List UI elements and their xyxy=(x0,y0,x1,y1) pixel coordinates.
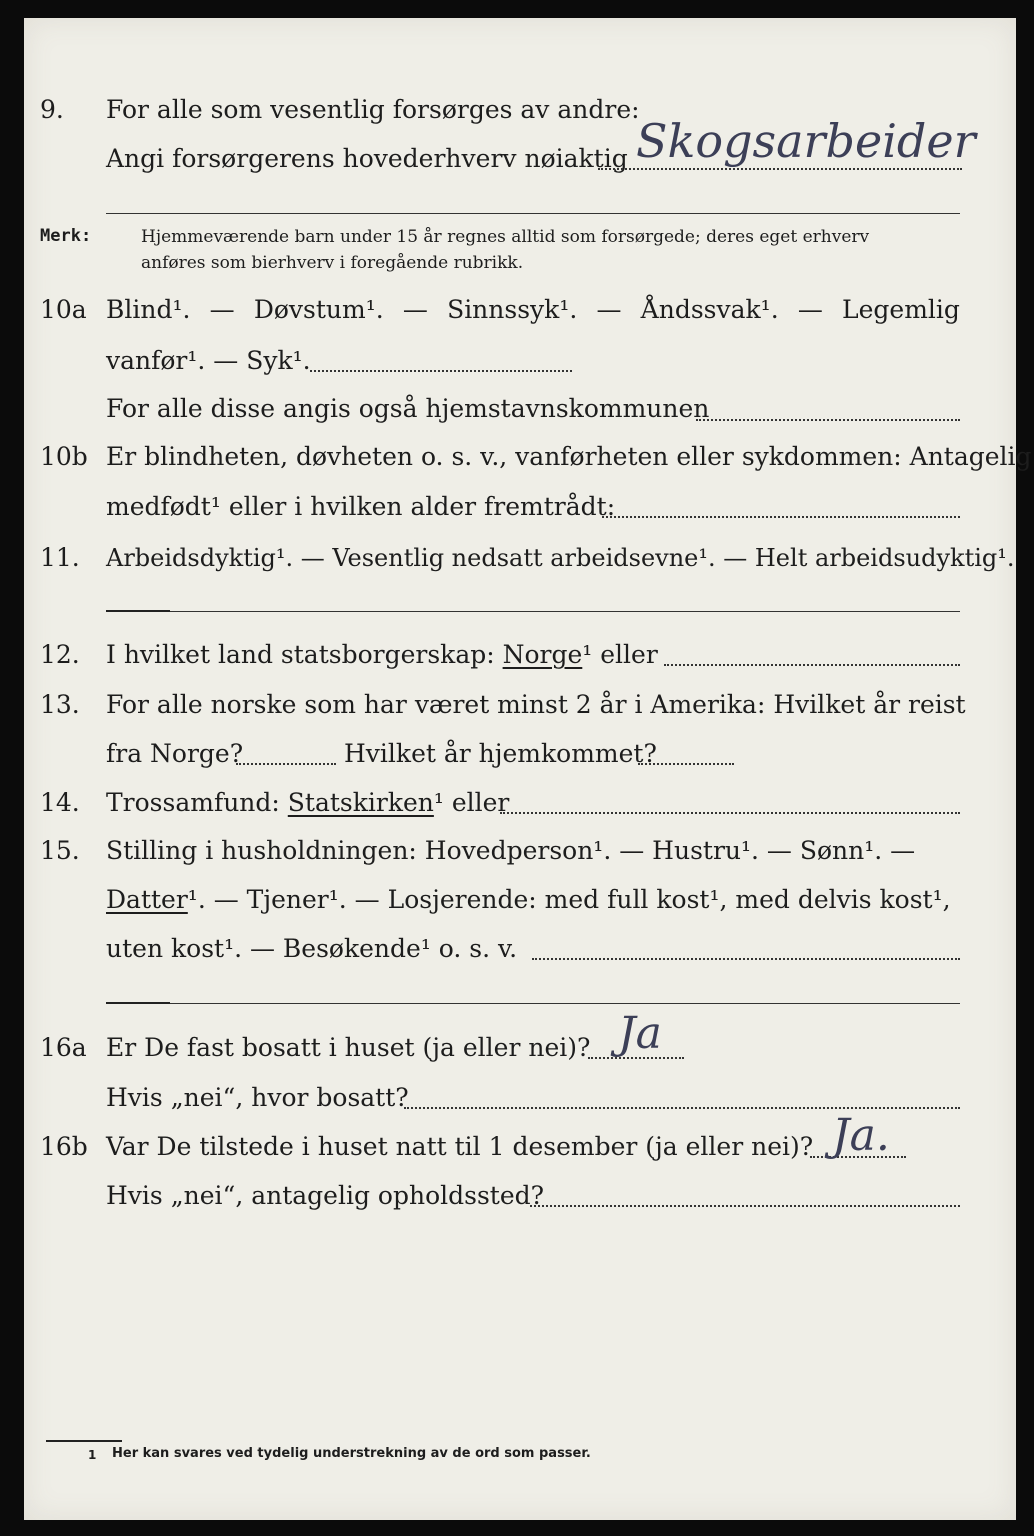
q10a-line2 xyxy=(24,341,1016,381)
q16a-line1-text: Er De fast bosatt i huset (ja eller nei)? xyxy=(106,1033,591,1062)
q16b-line2-text: Hvis „nei“, antagelig opholdssted? xyxy=(106,1181,545,1210)
q16b-line1-text: Var De tilstede i huset natt til 1 desember (ja eller nei)? xyxy=(106,1132,814,1161)
q10a-syk-line xyxy=(310,370,572,372)
q15-line2-rest: ¹. — Tjener¹. — Losjerende: med full kost¹, med delvis kost¹, xyxy=(187,885,951,914)
q9-answer-handwritten: Skogsarbeider xyxy=(636,114,976,168)
q13-line2 xyxy=(24,734,1016,774)
q10a-dash: — xyxy=(596,295,622,324)
q9-question: For alle som vesentlig forsørges av andre: xyxy=(106,95,640,124)
q16a-line2-text: Hvis „nei“, hvor bosatt? xyxy=(106,1083,409,1112)
q10a-line2-text: vanfør¹. — Syk¹. xyxy=(106,346,311,375)
q16a-line1 xyxy=(24,1028,1016,1068)
q11-short-rule xyxy=(106,610,170,612)
footnote-text: Her kan svares ved tydelig understrekning av de ord som passer. xyxy=(112,1446,591,1461)
q10a-number: 10a xyxy=(40,295,87,324)
q10a-opt-blind: Blind¹. xyxy=(106,295,191,324)
q10a-opt-legemlig: Legemlig xyxy=(842,295,960,324)
q16a-number: 16a xyxy=(40,1033,87,1062)
q10a-line1 xyxy=(24,290,1016,330)
q13-line1-text: For alle norske som har været minst 2 år i Amerika: Hvilket år reist xyxy=(106,690,966,719)
q13-reist: fra Norge? xyxy=(106,739,244,768)
q11-number: 11. xyxy=(40,543,80,572)
q10b-line1 xyxy=(24,437,1032,477)
footnote-mark: 1 xyxy=(88,1448,97,1462)
q14-line xyxy=(24,783,1016,823)
q16b-answer-handwritten: Ja. xyxy=(832,1110,890,1161)
q10a-line3 xyxy=(24,389,1016,429)
footnote-rule xyxy=(46,1440,122,1442)
q15-line1-text: Stilling i husholdningen: Hovedperson¹. — Hustru¹. — Sønn¹. — xyxy=(106,836,916,865)
q15-short-rule xyxy=(106,1002,170,1004)
merk-text-2: anføres som bierhverv i foregående rubrikk. xyxy=(141,253,524,273)
q10a-dash: — xyxy=(402,295,428,324)
q11-line1 xyxy=(24,538,1016,578)
q13-number: 13. xyxy=(40,690,80,719)
q14-number: 14. xyxy=(40,788,80,817)
q12-line xyxy=(24,635,1016,675)
q10a-kommune-line xyxy=(696,419,960,421)
q15-line3-text: uten kost¹. — Besøkende¹ o. s. v. xyxy=(106,934,518,963)
q15-answer-line xyxy=(532,958,960,960)
q16b-opholdssted-line xyxy=(530,1205,960,1207)
q13-hjemkommet-line xyxy=(638,763,734,765)
merk-text-1-content: Hjemmeværende barn under 15 år regnes alltid som forsørgede; deres eget erhverv xyxy=(141,227,870,247)
q9-answer-line xyxy=(598,168,962,170)
q10b-line2 xyxy=(24,487,1016,527)
q14-suffix: ¹ eller xyxy=(433,788,510,817)
q12-suffix: ¹ eller xyxy=(582,640,658,669)
q15-line2 xyxy=(24,880,1016,920)
q14-answer-line xyxy=(500,812,960,814)
q9-number: 9. xyxy=(40,95,64,124)
q14-option-statskirken: Statskirken xyxy=(287,788,434,817)
q10b-number: 10b xyxy=(40,442,88,471)
q10b-line2-text: medfødt¹ eller i hvilken alder fremtrådt: xyxy=(106,492,616,521)
q12-answer-line xyxy=(664,664,960,666)
q12-prefix: I hvilket land statsborgerskap: xyxy=(106,640,495,669)
q10a-opt-sinnssyk: Sinnssyk¹. xyxy=(447,295,578,324)
q14-question xyxy=(106,783,509,823)
q16a-answer-handwritten: Ja xyxy=(618,1008,662,1059)
q10b-line1-text: Er blindheten, døvheten o. s. v., vanførheten eller sykdommen: Antagelig xyxy=(106,442,1032,471)
q9-question-2: Angi forsørgerens hovederhverv nøiaktig xyxy=(106,144,628,173)
q12-option-norge: Norge xyxy=(502,640,583,669)
q10a-opt-dovstum: Døvstum¹. xyxy=(253,295,384,324)
q16b-number: 16b xyxy=(40,1132,88,1161)
q15-divider xyxy=(170,1003,960,1004)
q12-number: 12. xyxy=(40,640,80,669)
q15-line3 xyxy=(24,929,1016,969)
q15-line1 xyxy=(24,831,1016,871)
q9-divider xyxy=(106,213,960,214)
q15-option-datter: Datter xyxy=(106,885,188,914)
q16a-bosatt-line xyxy=(404,1107,960,1109)
q12-question xyxy=(106,635,658,675)
merk-label: Merk: xyxy=(40,226,92,246)
q15-number: 15. xyxy=(40,836,80,865)
merk-text-1 xyxy=(141,224,961,250)
q13-hjemkommet: Hvilket år hjemkommet? xyxy=(344,739,657,768)
q10a-dash: — xyxy=(797,295,823,324)
q16b-line2 xyxy=(24,1176,1016,1216)
q13-line1 xyxy=(24,685,1016,725)
q11-options: Arbeidsdyktig¹. — Vesentlig nedsatt arbeidsevne¹. — Helt arbeidsudyktig¹. xyxy=(106,544,1015,572)
census-form-page xyxy=(24,18,1032,1520)
q14-prefix: Trossamfund: xyxy=(106,788,280,817)
q13-reist-line xyxy=(236,763,336,765)
q10a-opt-andssvak: Åndssvak¹. xyxy=(640,295,779,324)
q10a-line3-text: For alle disse angis også hjemstavnskommunen xyxy=(106,394,710,423)
q15-line2-text xyxy=(106,880,951,920)
q11-divider xyxy=(170,611,960,612)
q10b-answer-line xyxy=(602,516,960,518)
q10a-options xyxy=(106,290,960,330)
q10a-dash: — xyxy=(209,295,235,324)
